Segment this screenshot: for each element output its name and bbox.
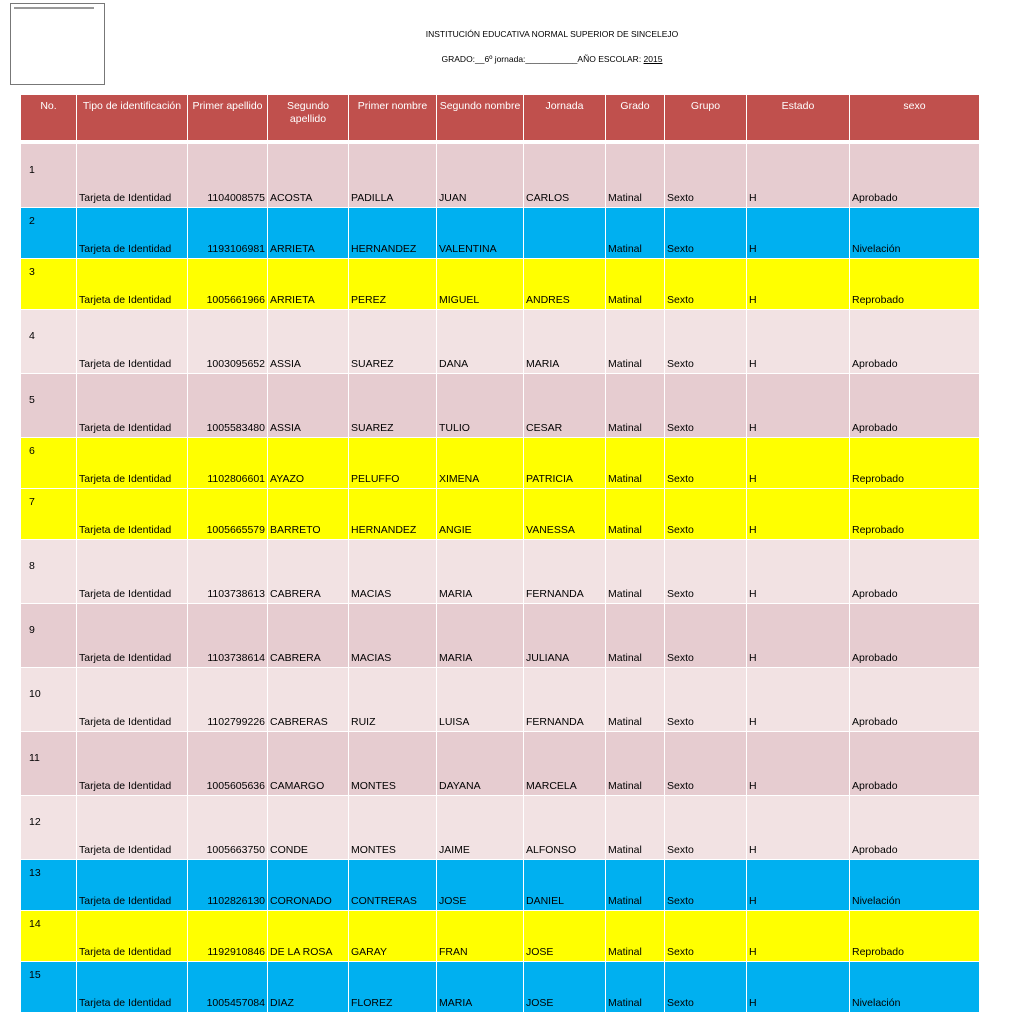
grado: Sexto	[665, 310, 747, 374]
primer-apellido: CABRERA	[268, 604, 349, 668]
row-number: 8	[21, 540, 77, 604]
grado: Sexto	[665, 208, 747, 259]
grupo: H	[747, 668, 850, 732]
jornada: Matinal	[606, 208, 665, 259]
primer-apellido: CORONADO	[268, 860, 349, 911]
col-no: No.	[21, 95, 77, 141]
col-segundo-nombre: Segundo nombre	[437, 95, 524, 141]
estado: Nivelación	[850, 962, 980, 1013]
id-type: Tarjeta de Identidad	[77, 911, 188, 962]
jornada: Matinal	[606, 796, 665, 860]
col-grado: Grado	[606, 95, 665, 141]
primer-nombre: MARIA	[437, 962, 524, 1013]
estado: Reprobado	[850, 259, 980, 310]
estado: Aprobado	[850, 732, 980, 796]
row-number: 13	[21, 860, 77, 911]
id-type: Tarjeta de Identidad	[77, 374, 188, 438]
col-segundo-apellido: Segundo apellido	[268, 95, 349, 141]
table-row	[21, 668, 980, 732]
primer-nombre: MARIA	[437, 604, 524, 668]
segundo-apellido: HERNANDEZ	[349, 208, 437, 259]
jornada: Matinal	[606, 489, 665, 540]
jornada: Matinal	[606, 668, 665, 732]
primer-nombre: MIGUEL	[437, 259, 524, 310]
logo-placeholder	[10, 3, 105, 85]
doc-number: 1103738614	[188, 604, 268, 668]
segundo-nombre	[524, 208, 606, 259]
table-row	[21, 732, 980, 796]
school-year: 2015	[643, 54, 663, 64]
grupo: H	[747, 860, 850, 911]
grupo: H	[747, 489, 850, 540]
col-primer-apellido: Primer apellido	[188, 95, 268, 141]
primer-nombre: FRAN	[437, 911, 524, 962]
grupo: H	[747, 374, 850, 438]
jornada: Matinal	[606, 860, 665, 911]
id-type: Tarjeta de Identidad	[77, 732, 188, 796]
primer-apellido: ARRIETA	[268, 208, 349, 259]
primer-apellido: BARRETO	[268, 489, 349, 540]
table-row	[21, 374, 980, 438]
primer-apellido: ASSIA	[268, 310, 349, 374]
grado: Sexto	[665, 604, 747, 668]
id-type: Tarjeta de Identidad	[77, 604, 188, 668]
table-row	[21, 310, 980, 374]
segundo-nombre: JULIANA	[524, 604, 606, 668]
col-grupo: Grupo	[665, 95, 747, 141]
id-type: Tarjeta de Identidad	[77, 540, 188, 604]
segundo-apellido: PELUFFO	[349, 438, 437, 489]
segundo-apellido: HERNANDEZ	[349, 489, 437, 540]
col-jornada: Jornada	[524, 95, 606, 141]
primer-nombre: VALENTINA	[437, 208, 524, 259]
estado: Aprobado	[850, 540, 980, 604]
id-type: Tarjeta de Identidad	[77, 489, 188, 540]
segundo-apellido: PEREZ	[349, 259, 437, 310]
segundo-apellido: MACIAS	[349, 540, 437, 604]
segundo-nombre: MARCELA	[524, 732, 606, 796]
grade-line	[40, 54, 1024, 64]
segundo-nombre: ANDRES	[524, 259, 606, 310]
primer-nombre: ANGIE	[437, 489, 524, 540]
grupo: H	[747, 962, 850, 1013]
estado: Reprobado	[850, 911, 980, 962]
table-row	[21, 438, 980, 489]
doc-number: 1102799226	[188, 668, 268, 732]
grupo: H	[747, 310, 850, 374]
grado: Sexto	[665, 489, 747, 540]
segundo-apellido: FLOREZ	[349, 962, 437, 1013]
primer-nombre: XIMENA	[437, 438, 524, 489]
primer-nombre: JUAN	[437, 144, 524, 208]
id-type: Tarjeta de Identidad	[77, 144, 188, 208]
col-tipo: Tipo de identificación	[77, 95, 188, 141]
estado: Reprobado	[850, 489, 980, 540]
table-row	[21, 259, 980, 310]
row-number: 2	[21, 208, 77, 259]
grupo: H	[747, 144, 850, 208]
segundo-nombre: FERNANDA	[524, 540, 606, 604]
id-type: Tarjeta de Identidad	[77, 438, 188, 489]
row-number: 10	[21, 668, 77, 732]
segundo-apellido: PADILLA	[349, 144, 437, 208]
table-header-row	[21, 95, 980, 141]
id-type: Tarjeta de Identidad	[77, 259, 188, 310]
primer-apellido: CAMARGO	[268, 732, 349, 796]
table-row	[21, 911, 980, 962]
grado: Sexto	[665, 540, 747, 604]
table-row	[21, 144, 980, 208]
table-row	[21, 962, 980, 1013]
id-type: Tarjeta de Identidad	[77, 962, 188, 1013]
segundo-nombre: CESAR	[524, 374, 606, 438]
primer-nombre: DAYANA	[437, 732, 524, 796]
doc-number: 1193106981	[188, 208, 268, 259]
jornada: Matinal	[606, 911, 665, 962]
col-primer-nombre: Primer nombre	[349, 95, 437, 141]
primer-nombre: LUISA	[437, 668, 524, 732]
estado: Aprobado	[850, 604, 980, 668]
table-row	[21, 540, 980, 604]
row-number: 6	[21, 438, 77, 489]
row-number: 11	[21, 732, 77, 796]
id-type: Tarjeta de Identidad	[77, 796, 188, 860]
row-number: 4	[21, 310, 77, 374]
jornada: Matinal	[606, 438, 665, 489]
doc-number: 1005665579	[188, 489, 268, 540]
grupo: H	[747, 540, 850, 604]
grupo: H	[747, 259, 850, 310]
jornada: Matinal	[606, 144, 665, 208]
primer-apellido: DIAZ	[268, 962, 349, 1013]
primer-apellido: ACOSTA	[268, 144, 349, 208]
estado: Aprobado	[850, 796, 980, 860]
primer-apellido: CONDE	[268, 796, 349, 860]
doc-number: 1102826130	[188, 860, 268, 911]
jornada: Matinal	[606, 732, 665, 796]
grupo: H	[747, 438, 850, 489]
row-number: 3	[21, 259, 77, 310]
grado: Sexto	[665, 732, 747, 796]
student-table	[20, 94, 980, 1013]
primer-nombre: JOSE	[437, 860, 524, 911]
primer-apellido: CABRERA	[268, 540, 349, 604]
row-number: 7	[21, 489, 77, 540]
grado: Sexto	[665, 668, 747, 732]
jornada: Matinal	[606, 374, 665, 438]
table-row	[21, 489, 980, 540]
doc-number: 1005661966	[188, 259, 268, 310]
col-estado: Estado	[747, 95, 850, 141]
row-number: 12	[21, 796, 77, 860]
segundo-apellido: MACIAS	[349, 604, 437, 668]
segundo-nombre: JOSE	[524, 962, 606, 1013]
grado: Sexto	[665, 911, 747, 962]
segundo-nombre: FERNANDA	[524, 668, 606, 732]
id-type: Tarjeta de Identidad	[77, 860, 188, 911]
segundo-nombre: VANESSA	[524, 489, 606, 540]
doc-number: 1104008575	[188, 144, 268, 208]
doc-number: 1005583480	[188, 374, 268, 438]
grado: Sexto	[665, 796, 747, 860]
grupo: H	[747, 604, 850, 668]
table-row	[21, 796, 980, 860]
estado: Aprobado	[850, 310, 980, 374]
grado: Sexto	[665, 438, 747, 489]
segundo-apellido: SUAREZ	[349, 310, 437, 374]
institution-title: INSTITUCIÓN EDUCATIVA NORMAL SUPERIOR DE SINCELEJO	[425, 29, 679, 39]
table-row	[21, 860, 980, 911]
segundo-nombre: CARLOS	[524, 144, 606, 208]
segundo-nombre: MARIA	[524, 310, 606, 374]
row-number: 9	[21, 604, 77, 668]
doc-number: 1103738613	[188, 540, 268, 604]
primer-apellido: CABRERAS	[268, 668, 349, 732]
primer-apellido: AYAZO	[268, 438, 349, 489]
primer-nombre: DANA	[437, 310, 524, 374]
segundo-nombre: JOSE	[524, 911, 606, 962]
grupo: H	[747, 796, 850, 860]
id-type: Tarjeta de Identidad	[77, 310, 188, 374]
grupo: H	[747, 732, 850, 796]
grado: Sexto	[665, 860, 747, 911]
segundo-apellido: MONTES	[349, 796, 437, 860]
primer-nombre: MARIA	[437, 540, 524, 604]
doc-number: 1003095652	[188, 310, 268, 374]
grado: Sexto	[665, 259, 747, 310]
primer-apellido: ASSIA	[268, 374, 349, 438]
segundo-apellido: SUAREZ	[349, 374, 437, 438]
segundo-nombre: ALFONSO	[524, 796, 606, 860]
grado: Sexto	[665, 962, 747, 1013]
jornada: Matinal	[606, 310, 665, 374]
primer-nombre: JAIME	[437, 796, 524, 860]
estado: Nivelación	[850, 208, 980, 259]
segundo-apellido: CONTRERAS	[349, 860, 437, 911]
grade-line-prefix: GRADO:__6º jornada:___________AÑO ESCOLAR:	[441, 54, 644, 64]
grupo: H	[747, 911, 850, 962]
segundo-apellido: MONTES	[349, 732, 437, 796]
row-number: 1	[21, 144, 77, 208]
grupo: H	[747, 208, 850, 259]
table-row	[21, 208, 980, 259]
primer-nombre: TULIO	[437, 374, 524, 438]
segundo-nombre: DANIEL	[524, 860, 606, 911]
col-sexo: sexo	[850, 95, 980, 141]
estado: Reprobado	[850, 438, 980, 489]
doc-number: 1005605636	[188, 732, 268, 796]
segundo-nombre: PATRICIA	[524, 438, 606, 489]
jornada: Matinal	[606, 540, 665, 604]
estado: Aprobado	[850, 144, 980, 208]
doc-number: 1005457084	[188, 962, 268, 1013]
estado: Aprobado	[850, 374, 980, 438]
jornada: Matinal	[606, 259, 665, 310]
segundo-apellido: RUIZ	[349, 668, 437, 732]
grado: Sexto	[665, 374, 747, 438]
primer-apellido: ARRIETA	[268, 259, 349, 310]
row-number: 5	[21, 374, 77, 438]
estado: Nivelación	[850, 860, 980, 911]
primer-apellido: DE LA ROSA	[268, 911, 349, 962]
grado: Sexto	[665, 144, 747, 208]
row-number: 15	[21, 962, 77, 1013]
id-type: Tarjeta de Identidad	[77, 208, 188, 259]
jornada: Matinal	[606, 604, 665, 668]
doc-number: 1102806601	[188, 438, 268, 489]
id-type: Tarjeta de Identidad	[77, 668, 188, 732]
row-number: 14	[21, 911, 77, 962]
doc-number: 1005663750	[188, 796, 268, 860]
segundo-apellido: GARAY	[349, 911, 437, 962]
table-row	[21, 604, 980, 668]
doc-number: 1192910846	[188, 911, 268, 962]
estado: Aprobado	[850, 668, 980, 732]
jornada: Matinal	[606, 962, 665, 1013]
